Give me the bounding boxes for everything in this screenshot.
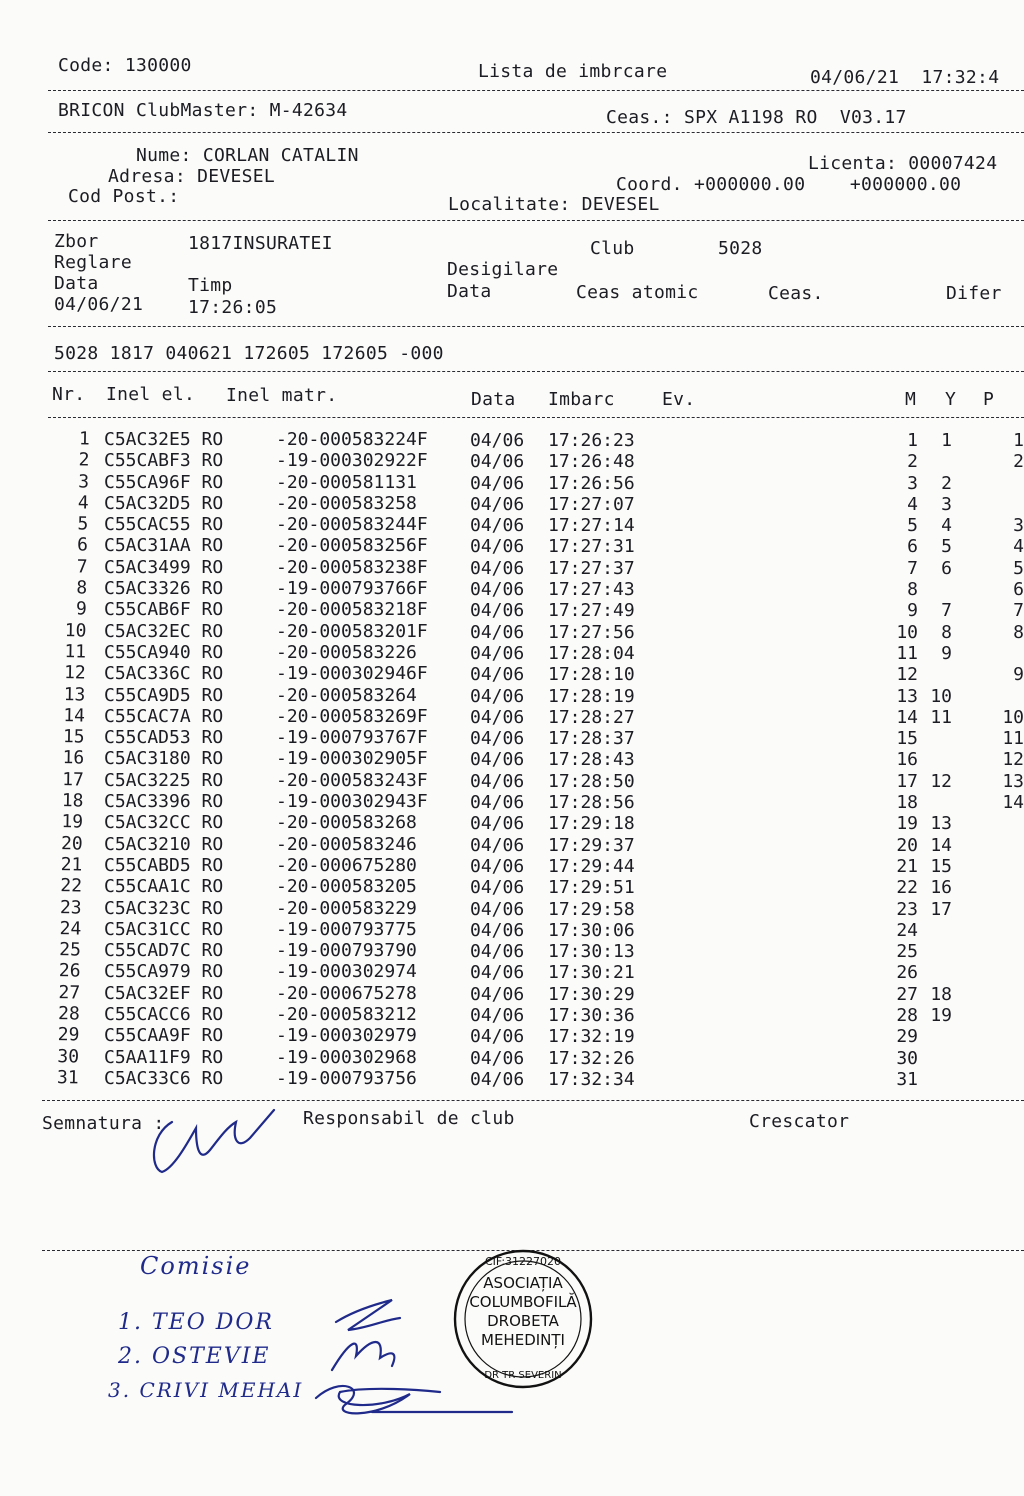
cell-p: 5 bbox=[1013, 557, 1024, 579]
cell-m: 4 bbox=[907, 493, 918, 515]
cell-y: 19 bbox=[930, 1005, 952, 1027]
cell-imbarc: 17:29:44 bbox=[548, 855, 635, 877]
cell-y: 10 bbox=[930, 685, 952, 707]
cell-nr: 30 bbox=[57, 1045, 80, 1068]
cell-imbarc: 17:28:50 bbox=[548, 770, 635, 792]
cell-p: 2 bbox=[1013, 451, 1024, 473]
cell-y: 18 bbox=[930, 983, 952, 1005]
cell-imbarc: 17:32:26 bbox=[548, 1047, 635, 1069]
reglare-label: Reglare bbox=[54, 252, 132, 273]
cell-y: 15 bbox=[930, 855, 952, 877]
cell-data: 04/06 bbox=[470, 792, 525, 814]
cell-nr: 16 bbox=[62, 747, 85, 769]
cell-nr: 21 bbox=[60, 854, 83, 876]
cell-y: 13 bbox=[930, 813, 952, 835]
cell-el: C55CABF3 RO bbox=[104, 450, 224, 472]
cell-y: 6 bbox=[941, 557, 952, 579]
club-label: Club bbox=[590, 238, 635, 259]
cell-m: 12 bbox=[896, 664, 918, 686]
cell-imbarc: 17:30:21 bbox=[548, 962, 635, 984]
stamp-line-2: COLUMBOFILĂ bbox=[469, 1293, 577, 1311]
club-responsible-label: Responsabil de club bbox=[303, 1108, 515, 1129]
signature-2 bbox=[332, 1342, 394, 1370]
cell-m: 24 bbox=[896, 919, 918, 941]
cell-imbarc: 17:28:10 bbox=[548, 664, 635, 686]
coordinates: Coord. +000000.00 +000000.00 bbox=[616, 174, 962, 195]
license: Licenta: 00007424 bbox=[808, 153, 998, 174]
cell-matr: -19-000302943F bbox=[276, 791, 428, 813]
cell-p: 4 bbox=[1013, 536, 1024, 558]
stamp-line-4: MEHEDINȚI bbox=[481, 1331, 565, 1349]
cell-imbarc: 17:26:48 bbox=[548, 451, 635, 473]
cell-matr: -19-000302922F bbox=[276, 450, 428, 472]
cell-imbarc: 17:27:43 bbox=[548, 579, 635, 601]
cell-imbarc: 17:27:31 bbox=[548, 536, 635, 558]
cell-el: C5AC3499 RO bbox=[104, 556, 224, 578]
commission-member-2: 2. OSTEVIE bbox=[118, 1344, 271, 1369]
stamp-cif: CIF:31227020 bbox=[484, 1255, 562, 1268]
cell-matr: -20-000583212 bbox=[276, 1004, 417, 1026]
cell-el: C55CA96F RO bbox=[104, 471, 224, 493]
cell-m: 5 bbox=[907, 515, 918, 537]
desigilare-label: Desigilare bbox=[447, 259, 559, 280]
cell-data: 04/06 bbox=[470, 1068, 525, 1090]
cell-p: 6 bbox=[1013, 579, 1024, 601]
cell-m: 26 bbox=[896, 962, 918, 984]
cell-imbarc: 17:27:49 bbox=[548, 600, 635, 622]
cell-matr: -20-000583244F bbox=[276, 514, 428, 536]
cell-y: 16 bbox=[930, 877, 952, 899]
cell-m: 2 bbox=[907, 451, 918, 473]
cell-matr: -20-000583226 bbox=[276, 641, 417, 663]
cell-nr: 15 bbox=[62, 726, 85, 748]
atomic-clock-label: Ceas atomic bbox=[576, 282, 699, 303]
data2-label: Data bbox=[447, 281, 492, 302]
cell-nr: 28 bbox=[57, 1003, 80, 1025]
col-m: M bbox=[905, 389, 917, 410]
cell-el: C5AC3225 RO bbox=[104, 769, 224, 791]
cell-nr: 31 bbox=[56, 1067, 79, 1089]
cell-matr: -20-000583201F bbox=[276, 620, 428, 642]
cell-p: 7 bbox=[1013, 600, 1024, 622]
document-title: Lista de imbrcare bbox=[478, 61, 668, 82]
breeder-label: Crescator bbox=[749, 1111, 850, 1132]
stamp-line-3: DROBETA bbox=[487, 1312, 559, 1330]
cell-imbarc: 17:29:37 bbox=[548, 834, 635, 856]
cell-matr: -19-000793756 bbox=[276, 1067, 417, 1089]
cell-matr: -19-000302905F bbox=[276, 748, 428, 770]
difference-label: Difer bbox=[946, 283, 1002, 304]
cell-nr: 26 bbox=[58, 960, 81, 982]
cell-data: 04/06 bbox=[470, 983, 525, 1005]
cell-imbarc: 17:30:13 bbox=[548, 941, 635, 963]
cell-imbarc: 17:29:58 bbox=[548, 898, 635, 920]
cell-el: C55CA9D5 RO bbox=[104, 684, 224, 706]
cell-nr: 22 bbox=[60, 875, 83, 897]
cell-m: 31 bbox=[896, 1068, 918, 1090]
cell-matr: -20-000675278 bbox=[276, 982, 417, 1004]
cell-matr: -20-000583246 bbox=[276, 833, 417, 855]
cell-el: C5AC3180 RO bbox=[104, 748, 224, 770]
timp-label: Timp bbox=[188, 275, 233, 296]
cell-matr: -20-000675280 bbox=[276, 854, 417, 876]
stamp-line-1: ASOCIAȚIA bbox=[483, 1274, 563, 1292]
cell-matr: -20-000583224F bbox=[276, 429, 428, 450]
cell-imbarc: 17:27:07 bbox=[548, 493, 635, 515]
cell-m: 9 bbox=[907, 600, 918, 622]
cell-matr: -20-000583264 bbox=[276, 684, 417, 706]
cell-m: 15 bbox=[896, 728, 918, 750]
col-data: Data bbox=[471, 389, 516, 410]
cell-el: C55CA940 RO bbox=[104, 641, 224, 663]
owner-name: Nume: CORLAN CATALIN bbox=[136, 145, 359, 166]
cell-el: C55CAA9F RO bbox=[104, 1025, 224, 1047]
cell-m: 18 bbox=[896, 792, 918, 814]
cell-p: 9 bbox=[1013, 664, 1024, 686]
cell-p: 3 bbox=[1013, 515, 1024, 537]
cell-nr: 14 bbox=[63, 705, 86, 727]
cell-el: C55CAD53 RO bbox=[104, 727, 224, 749]
cell-p: 10 bbox=[1002, 706, 1024, 728]
cell-matr: -19-000793767F bbox=[276, 727, 428, 749]
owner-address: Adresa: DEVESEL bbox=[108, 166, 276, 187]
set-time: 17:26:05 bbox=[188, 297, 278, 318]
cell-matr: -19-000302968 bbox=[276, 1046, 417, 1068]
cell-nr: 13 bbox=[63, 683, 86, 706]
cell-el: C5AC323C RO bbox=[104, 897, 224, 919]
cell-m: 11 bbox=[896, 642, 918, 664]
cell-imbarc: 17:30:29 bbox=[548, 983, 635, 1005]
clubmaster-id: BRICON ClubMaster: M-42634 bbox=[58, 100, 348, 121]
cell-imbarc: 17:30:06 bbox=[548, 919, 635, 941]
cell-m: 1 bbox=[907, 430, 918, 451]
cell-nr: 12 bbox=[63, 662, 86, 684]
cell-matr: -20-000583256F bbox=[276, 535, 428, 557]
cell-p: 12 bbox=[1002, 749, 1024, 771]
cell-nr: 29 bbox=[57, 1024, 80, 1046]
cell-data: 04/06 bbox=[470, 1005, 525, 1027]
cell-nr: 23 bbox=[59, 896, 82, 919]
print-datetime: 04/06/21 17:32:4 bbox=[810, 67, 1000, 88]
cell-imbarc: 17:28:37 bbox=[548, 728, 635, 750]
cell-y: 3 bbox=[941, 493, 952, 515]
cell-el: C55CAA1C RO bbox=[104, 876, 224, 898]
cell-m: 21 bbox=[896, 855, 918, 877]
col-y: Y bbox=[945, 389, 957, 410]
cell-data: 04/06 bbox=[470, 877, 525, 899]
cell-el: C55CA979 RO bbox=[104, 961, 224, 983]
cell-el: C55CABD5 RO bbox=[104, 854, 224, 876]
cell-imbarc: 17:26:56 bbox=[548, 472, 635, 494]
cell-data: 04/06 bbox=[470, 472, 525, 494]
cell-matr: -19-000793775 bbox=[276, 918, 417, 940]
data-label: Data bbox=[54, 273, 99, 294]
cell-p: 1 bbox=[1013, 430, 1024, 451]
cell-el: C5AA11F9 RO bbox=[104, 1046, 224, 1068]
stamp-bottom: DR TR SEVERIN bbox=[484, 1370, 562, 1381]
cell-imbarc: 17:30:36 bbox=[548, 1005, 635, 1027]
club-signature bbox=[154, 1110, 274, 1172]
cell-y: 1 bbox=[941, 430, 952, 451]
cell-el: C5AC32EF RO bbox=[104, 982, 224, 1004]
cell-data: 04/06 bbox=[470, 770, 525, 792]
cell-data: 04/06 bbox=[470, 919, 525, 941]
signature-1 bbox=[336, 1300, 400, 1330]
cell-p: 11 bbox=[1002, 728, 1024, 750]
flight-code-line: 5028 1817 040621 172605 172605 -000 bbox=[54, 343, 444, 364]
cell-nr: 11 bbox=[64, 641, 87, 663]
flight-value: 1817INSURATEI bbox=[188, 233, 333, 254]
cell-imbarc: 17:29:51 bbox=[548, 877, 635, 899]
cell-data: 04/06 bbox=[470, 621, 525, 643]
cell-matr: -20-000583268 bbox=[276, 812, 417, 834]
cell-imbarc: 17:32:34 bbox=[548, 1068, 635, 1090]
cell-nr: 8 bbox=[76, 577, 88, 599]
association-stamp bbox=[452, 1248, 594, 1390]
cell-matr: -20-000581131 bbox=[276, 471, 417, 493]
cell-el: C5AC31CC RO bbox=[104, 918, 224, 940]
cell-data: 04/06 bbox=[470, 536, 525, 558]
cell-nr: 6 bbox=[76, 534, 89, 557]
cell-matr: -19-000793766F bbox=[276, 578, 428, 600]
cell-nr: 1 bbox=[78, 428, 90, 450]
set-date: 04/06/21 bbox=[54, 294, 144, 315]
cell-matr: -20-000583205 bbox=[276, 876, 417, 898]
cell-m: 20 bbox=[896, 834, 918, 856]
cell-imbarc: 17:27:14 bbox=[548, 515, 635, 537]
cell-el: C55CAD7C RO bbox=[104, 940, 224, 962]
cell-m: 7 bbox=[907, 557, 918, 579]
cell-p: 14 bbox=[1002, 792, 1024, 814]
col-ev: Ev. bbox=[662, 389, 696, 410]
cell-imbarc: 17:32:19 bbox=[548, 1026, 635, 1048]
cell-imbarc: 17:27:37 bbox=[548, 557, 635, 579]
cell-el: C55CAC7A RO bbox=[104, 705, 224, 727]
cell-nr: 7 bbox=[76, 556, 88, 578]
cell-imbarc: 17:28:19 bbox=[548, 685, 635, 707]
cell-nr: 25 bbox=[59, 939, 82, 961]
cell-y: 9 bbox=[941, 642, 952, 664]
col-inel-matr: Inel matr. bbox=[226, 385, 338, 406]
cell-data: 04/06 bbox=[470, 898, 525, 920]
cell-data: 04/06 bbox=[470, 834, 525, 856]
cell-matr: -19-000302974 bbox=[276, 961, 417, 983]
cell-nr: 5 bbox=[77, 513, 89, 535]
cell-imbarc: 17:27:56 bbox=[548, 621, 635, 643]
cell-m: 17 bbox=[896, 770, 918, 792]
cell-data: 04/06 bbox=[470, 685, 525, 707]
clock-label: Ceas. bbox=[768, 283, 824, 304]
col-p: P bbox=[983, 389, 995, 410]
cell-el: C55CAC55 RO bbox=[104, 514, 224, 536]
locality: Localitate: DEVESEL bbox=[448, 194, 660, 215]
cell-matr: -19-000302946F bbox=[276, 663, 428, 685]
col-imbarc: Imbarc bbox=[548, 389, 615, 410]
cell-data: 04/06 bbox=[470, 706, 525, 728]
cell-m: 19 bbox=[896, 813, 918, 835]
cell-data: 04/06 bbox=[470, 557, 525, 579]
cell-el: C5AC336C RO bbox=[104, 663, 224, 685]
cell-data: 04/06 bbox=[470, 1026, 525, 1048]
cell-nr: 24 bbox=[59, 917, 82, 940]
cell-matr: -20-000583229 bbox=[276, 897, 417, 919]
cell-el: C5AC3210 RO bbox=[104, 833, 224, 855]
cell-imbarc: 17:28:27 bbox=[548, 706, 635, 728]
cell-matr: -20-000583243F bbox=[276, 769, 428, 791]
cell-nr: 27 bbox=[58, 981, 81, 1004]
cell-nr: 19 bbox=[61, 811, 84, 833]
cell-m: 14 bbox=[896, 706, 918, 728]
cell-imbarc: 17:29:18 bbox=[548, 813, 635, 835]
cell-nr: 4 bbox=[77, 492, 89, 514]
cell-imbarc: 17:28:56 bbox=[548, 792, 635, 814]
cell-m: 22 bbox=[896, 877, 918, 899]
cell-data: 04/06 bbox=[470, 1047, 525, 1069]
cell-y: 2 bbox=[941, 472, 952, 494]
cell-nr: 17 bbox=[61, 768, 85, 791]
col-nr: Nr. bbox=[52, 384, 86, 405]
cell-m: 28 bbox=[896, 1005, 918, 1027]
cell-matr: -20-000583269F bbox=[276, 705, 428, 727]
cell-data: 04/06 bbox=[470, 579, 525, 601]
cell-data: 04/06 bbox=[470, 941, 525, 963]
cell-m: 25 bbox=[896, 941, 918, 963]
cell-el: C55CAB6F RO bbox=[104, 599, 224, 621]
cell-data: 04/06 bbox=[470, 493, 525, 515]
cell-matr: -19-000793790 bbox=[276, 940, 417, 962]
commission-member-1: 1. TEO DOR bbox=[118, 1310, 274, 1335]
cell-y: 17 bbox=[930, 898, 952, 920]
flight-label: Zbor bbox=[54, 231, 99, 252]
cell-y: 11 bbox=[930, 706, 952, 728]
cell-imbarc: 17:28:04 bbox=[548, 642, 635, 664]
cell-data: 04/06 bbox=[470, 515, 525, 537]
cell-m: 30 bbox=[896, 1047, 918, 1069]
cell-m: 8 bbox=[907, 579, 918, 601]
cell-data: 04/06 bbox=[470, 749, 525, 771]
cell-imbarc: 17:28:43 bbox=[548, 749, 635, 771]
owner-postcode: Cod Post.: bbox=[68, 186, 180, 207]
cell-data: 04/06 bbox=[470, 451, 525, 473]
cell-p: 8 bbox=[1013, 621, 1024, 643]
cell-data: 04/06 bbox=[470, 664, 525, 686]
cell-nr: 20 bbox=[60, 832, 83, 855]
clock-id: Ceas.: SPX A1198 RO V03.17 bbox=[606, 107, 907, 128]
signature-label: Semnatura : bbox=[42, 1113, 165, 1134]
cell-m: 3 bbox=[907, 472, 918, 494]
cell-el: C5AC32E5 RO bbox=[104, 429, 224, 450]
col-inel-el: Inel el. bbox=[106, 384, 196, 405]
cell-nr: 9 bbox=[75, 598, 88, 620]
cell-matr: -19-000302979 bbox=[276, 1025, 417, 1047]
cell-data: 04/06 bbox=[470, 430, 525, 451]
cell-m: 16 bbox=[896, 749, 918, 771]
cell-p: 13 bbox=[1002, 770, 1024, 792]
signature-3 bbox=[316, 1386, 512, 1413]
cell-m: 10 bbox=[896, 621, 918, 643]
cell-y: 14 bbox=[930, 834, 952, 856]
cell-data: 04/06 bbox=[470, 600, 525, 622]
cell-m: 27 bbox=[896, 983, 918, 1005]
cell-el: C5AC32EC RO bbox=[104, 620, 224, 642]
cell-m: 13 bbox=[896, 685, 918, 707]
cell-el: C5AC33C6 RO bbox=[104, 1067, 224, 1089]
cell-nr: 2 bbox=[78, 449, 90, 471]
cell-el: C5AC3396 RO bbox=[104, 791, 224, 813]
cell-data: 04/06 bbox=[470, 813, 525, 835]
cell-y: 4 bbox=[941, 515, 952, 537]
cell-imbarc: 17:26:23 bbox=[548, 430, 635, 451]
cell-y: 12 bbox=[930, 770, 952, 792]
commission-title: Comisie bbox=[140, 1252, 252, 1280]
cell-nr: 10 bbox=[64, 619, 87, 642]
cell-y: 5 bbox=[941, 536, 952, 558]
cell-el: C5AC3326 RO bbox=[104, 578, 224, 600]
cell-data: 04/06 bbox=[470, 962, 525, 984]
code-label: Code: 130000 bbox=[58, 55, 192, 76]
cell-matr: -20-000583258 bbox=[276, 492, 417, 514]
cell-el: C5AC31AA RO bbox=[104, 535, 224, 557]
club-value: 5028 bbox=[718, 238, 763, 259]
cell-y: 8 bbox=[941, 621, 952, 643]
cell-y: 7 bbox=[941, 600, 952, 622]
cell-matr: -20-000583218F bbox=[276, 599, 428, 621]
commission-member-3: 3. CRIVI MEHAI bbox=[108, 1378, 304, 1402]
cell-el: C5AC32D5 RO bbox=[104, 492, 224, 514]
cell-el: C55CACC6 RO bbox=[104, 1004, 224, 1026]
cell-nr: 3 bbox=[78, 470, 90, 493]
cell-nr: 18 bbox=[61, 790, 84, 812]
cell-data: 04/06 bbox=[470, 642, 525, 664]
cell-data: 04/06 bbox=[470, 855, 525, 877]
cell-matr: -20-000583238F bbox=[276, 556, 428, 578]
cell-m: 29 bbox=[896, 1026, 918, 1048]
cell-el: C5AC32CC RO bbox=[104, 812, 224, 834]
cell-data: 04/06 bbox=[470, 728, 525, 750]
cell-m: 6 bbox=[907, 536, 918, 558]
cell-m: 23 bbox=[896, 898, 918, 920]
